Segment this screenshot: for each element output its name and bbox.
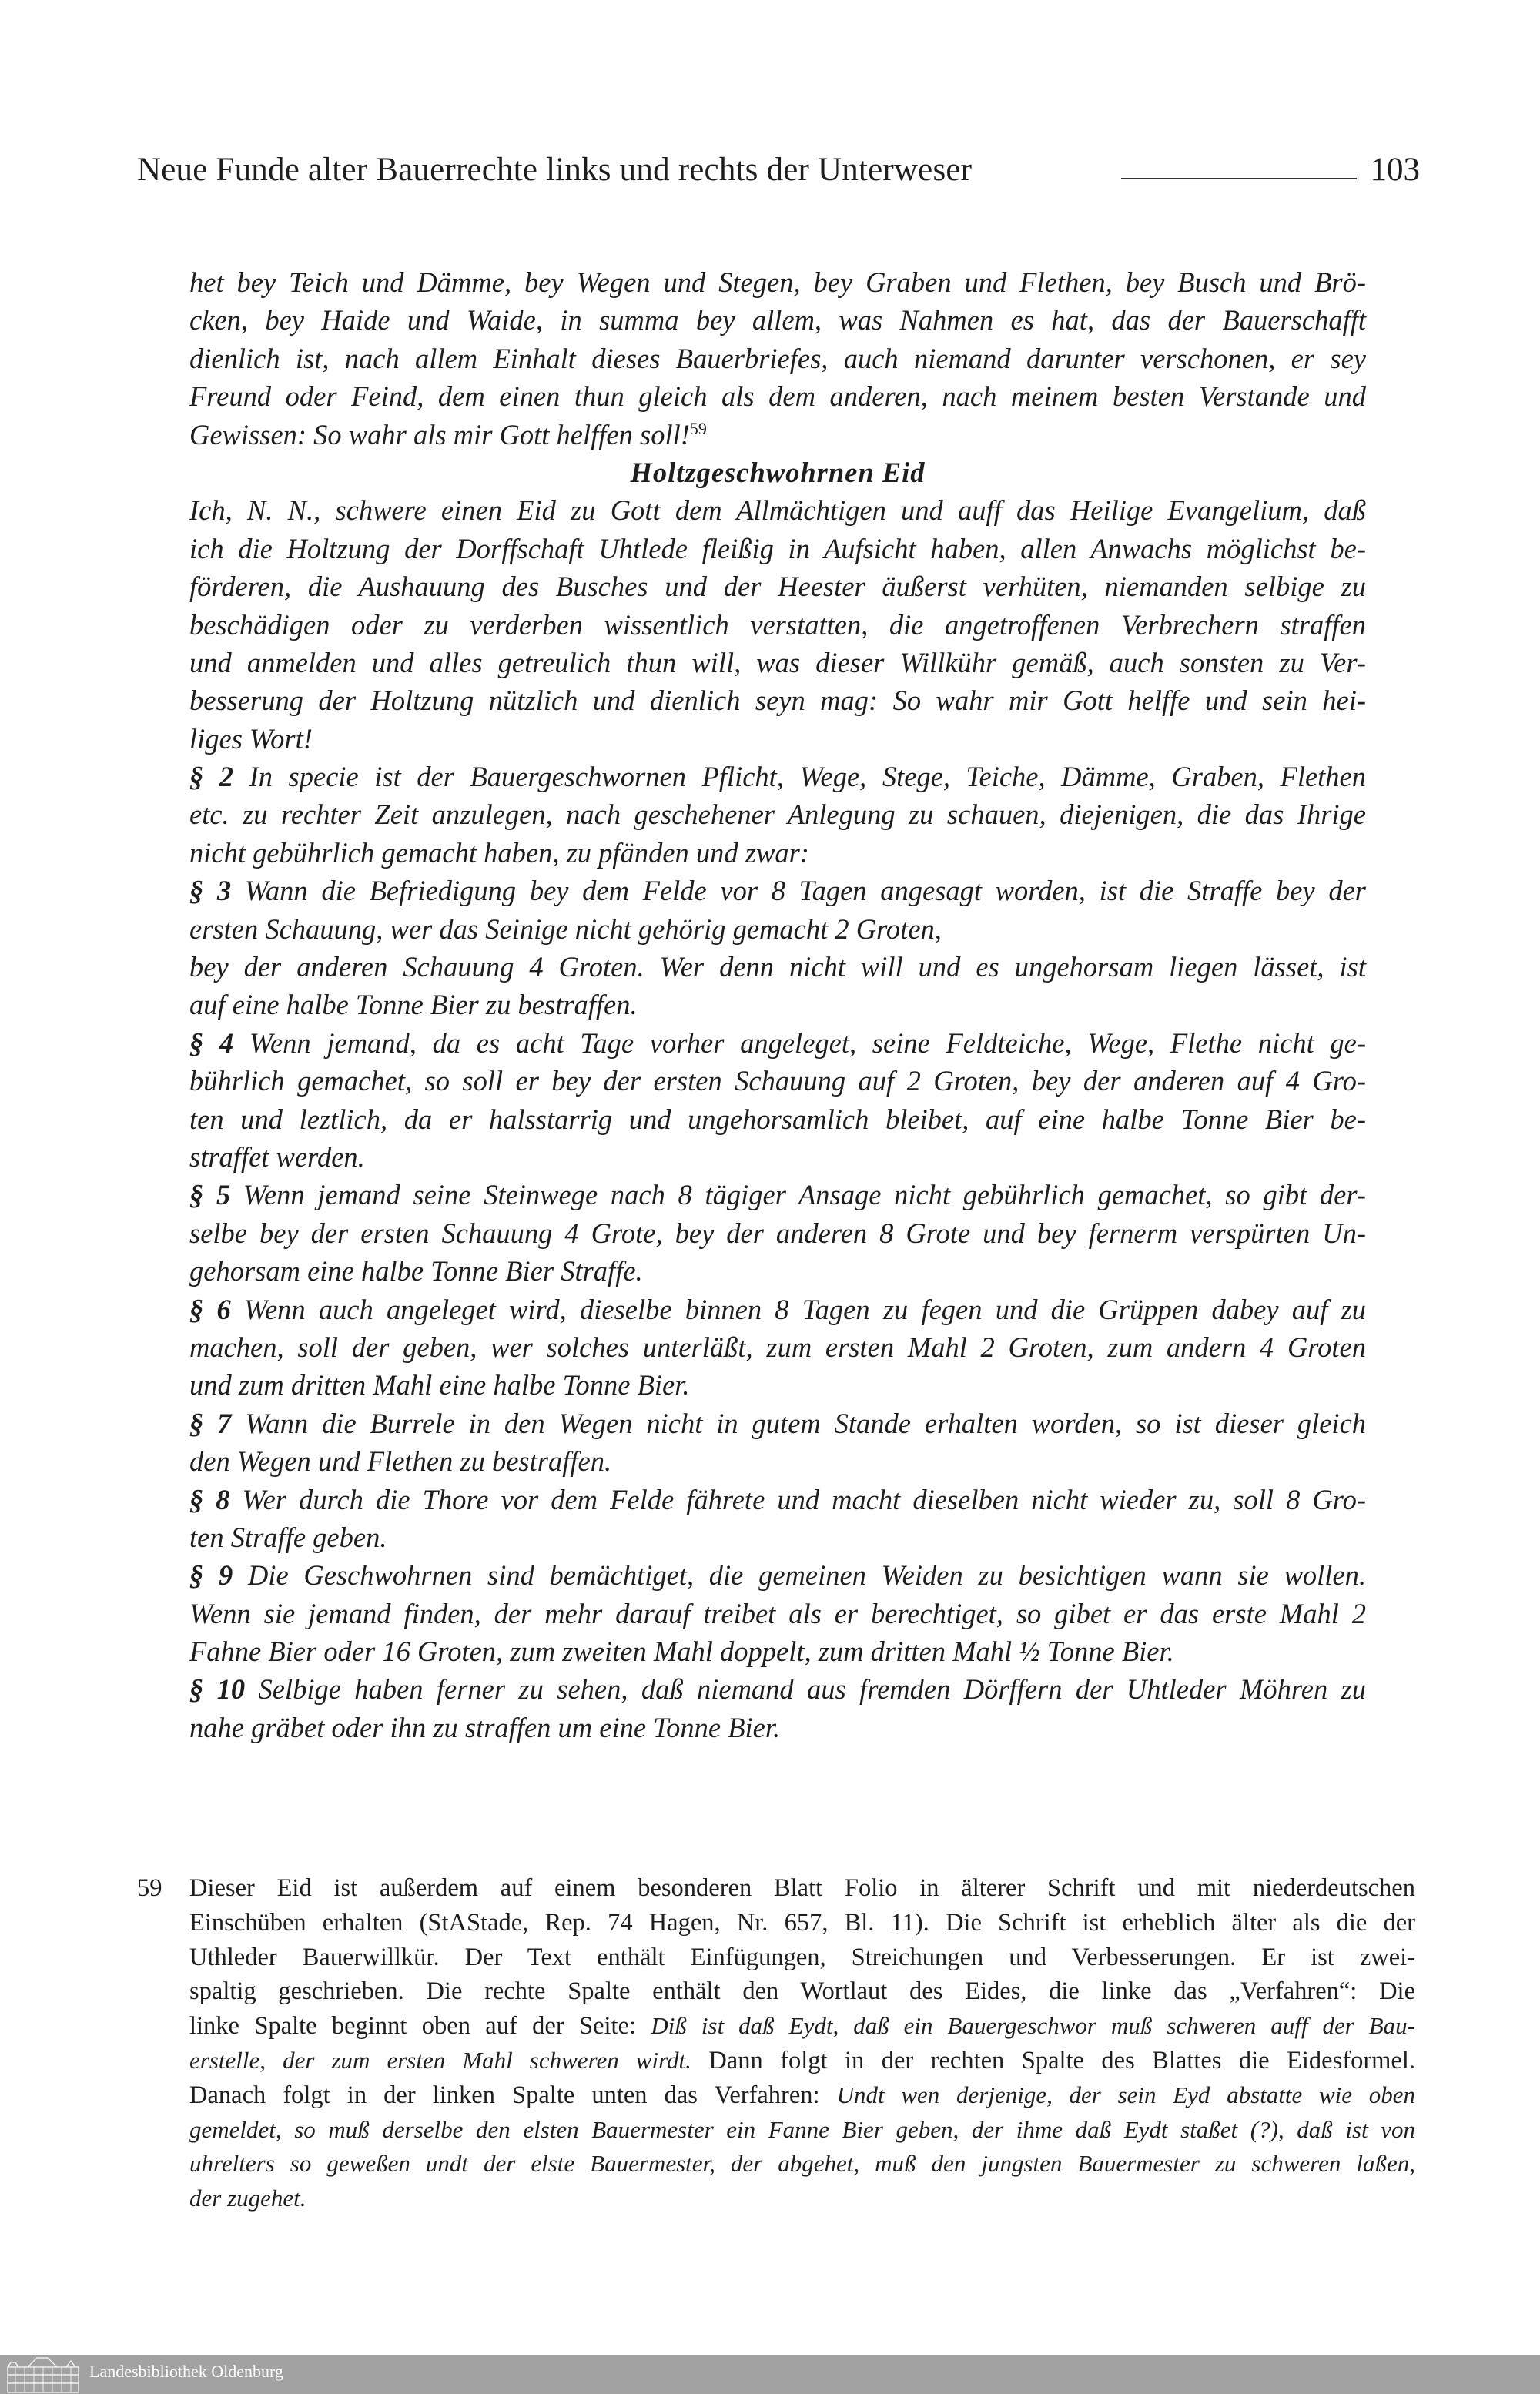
quoted-source-text: gemeldet, so muß derselbe den elsten Bauermester ein Fanne Bier geben, der ihme daß Eydt staßet (?), daß ist von xyxy=(189,2115,1415,2143)
footnote-line xyxy=(189,1974,1415,2009)
line-text: förderen, die Aushauung des Busches und der Heester äußerst verhüten, niemanden selbige zu xyxy=(189,571,1366,603)
library-footer-bar xyxy=(0,2355,1540,2394)
header-rule xyxy=(1121,178,1357,179)
line-text: selbe bey der ersten Schauung 4 Grote, bey der anderen 8 Grote und bey fernerm verspürten Un- xyxy=(189,1217,1366,1249)
text-line xyxy=(189,1176,1366,1214)
line-text: den Wegen und Flethen zu bestraffen. xyxy=(189,1445,612,1478)
footnote-line xyxy=(189,1871,1415,1906)
text-line xyxy=(189,720,1366,758)
text-line xyxy=(189,1632,1366,1670)
paragraph-number: § 3 xyxy=(189,875,232,907)
text-line xyxy=(189,948,1366,986)
line-text: bey der anderen Schauung 4 Groten. Wer denn nicht will und es ungehorsam liegen lässet, ist xyxy=(189,951,1366,983)
footnote-text-segment: spaltig geschrieben. Die rechte Spalte enthält den Wortlaut des Eides, die linke das „Verfahren“: Die xyxy=(189,1977,1415,2006)
line-text: Holtzgeschwohrnen Eid xyxy=(630,456,926,488)
text-line xyxy=(189,1328,1366,1366)
line-text: machen, soll der geben, wer solches unterläßt, zum ersten Mahl 2 Groten, zum andern 4 Groten xyxy=(189,1331,1366,1363)
line-text: auf eine halbe Tonne Bier zu bestraffen. xyxy=(189,989,638,1021)
text-line xyxy=(189,606,1366,644)
text-line xyxy=(189,872,1366,909)
footnote-text-segment: Einschüben erhalten (StAStade, Rep. 74 Hagen, Nr. 657, Bl. 11). Die Schrift ist erheblich älter als die der xyxy=(189,1908,1415,1937)
line-text: Wenn jemand seine Steinwege nach 8 tägiger Ansage nicht gebührlich gemachet, so gibt der- xyxy=(243,1179,1366,1211)
text-line xyxy=(189,301,1366,339)
text-line xyxy=(189,1062,1366,1100)
footnote-line xyxy=(189,2181,1415,2216)
line-text: besserung der Holtzung nützlich und dienlich seyn mag: So wahr mir Gott helffe und sein hei- xyxy=(189,685,1366,717)
footnote-text-segment: Dann folgt in der rechten Spalte des Blattes die Eidesformel. xyxy=(691,2046,1416,2074)
body-text xyxy=(189,263,1366,1746)
text-line xyxy=(189,681,1366,719)
line-text: ersten Schauung, wer das Seinige nicht gehörig gemacht 2 Groten, xyxy=(189,912,942,945)
paragraph-number: § 9 xyxy=(189,1559,233,1592)
line-text: und zum dritten Mahl eine halbe Tonne Bier. xyxy=(189,1369,690,1401)
text-line xyxy=(189,1556,1366,1594)
section-heading xyxy=(189,454,1366,491)
line-text: Selbige haben ferner zu sehen, daß niemand aus fremden Dörffern der Uhtleder Möhren zu xyxy=(258,1673,1367,1706)
text-line xyxy=(189,263,1366,301)
text-line xyxy=(189,1291,1366,1328)
footnote-line xyxy=(189,2078,1415,2113)
line-text: bührlich gemachet, so soll er bey der ersten Schauung auf 2 Groten, bey der anderen auf 4 Gro- xyxy=(189,1065,1366,1097)
footnote-line xyxy=(189,2009,1415,2044)
text-line xyxy=(189,416,1366,454)
line-text: Ich, N. N., schwere einen Eid zu Gott dem Allmächtigen und auff das Heilige Evangelium, daß xyxy=(189,494,1366,527)
footnote-line xyxy=(189,2147,1415,2181)
footnote-reference: 59 xyxy=(689,418,707,438)
footnote-text xyxy=(189,1871,1415,2216)
line-text: Gewissen: So wahr als mir Gott helffen soll! xyxy=(189,418,690,450)
paragraph-number: § 6 xyxy=(189,1293,231,1325)
text-line xyxy=(189,1100,1366,1138)
line-text: Wer durch die Thore vor dem Felde fährete und macht dieselben nicht wieder zu, soll 8 Gro- xyxy=(242,1483,1367,1515)
quoted-source-text: der zugehet. xyxy=(189,2185,306,2212)
text-line xyxy=(189,1138,1366,1176)
footnote-line xyxy=(189,2044,1415,2078)
text-line xyxy=(189,1405,1366,1442)
line-text: Fahne Bier oder 16 Groten, zum zweiten Mahl doppelt, zum dritten Mahl ½ Tonne Bier. xyxy=(189,1636,1174,1668)
line-text: dienlich ist, nach allem Einhalt dieses Bauerbriefes, auch niemand darunter verschonen, er sey xyxy=(189,342,1366,374)
line-text: het bey Teich und Dämme, bey Wegen und Stegen, bey Graben und Flethen, bey Busch und Brö- xyxy=(189,266,1366,298)
paragraph-number: § 2 xyxy=(189,761,234,793)
line-text: Wann die Burrele in den Wegen nicht in gutem Stande erhalten worden, so ist dieser gleich xyxy=(245,1407,1367,1439)
footnote-number: 59 xyxy=(137,1874,162,1902)
text-line xyxy=(189,377,1366,415)
text-line xyxy=(189,910,1366,948)
quoted-source-text: uhrelters so geweßen undt der elste Bauermester, der abgehet, muß den jungsten Bauermester zu schweren laßen, xyxy=(189,2150,1415,2178)
footnote-line xyxy=(189,1940,1415,1975)
text-line xyxy=(189,758,1366,795)
text-line xyxy=(189,1366,1366,1404)
text-line xyxy=(189,1709,1366,1746)
paragraph-number: § 7 xyxy=(189,1407,232,1439)
line-text: beschädigen oder zu verderben wissentlich verstatten, die angetroffenen Verbrechern straffen xyxy=(189,608,1366,641)
line-text: straffet werden. xyxy=(189,1140,365,1173)
line-text: und anmelden und alles getreulich thun will, was dieser Willkühr gemäß, auch sonsten zu Ver- xyxy=(189,646,1366,678)
line-text: nahe gräbet oder ihn zu straffen um eine Tonne Bier. xyxy=(189,1711,781,1743)
line-text: gehorsam eine halbe Tonne Bier Straffe. xyxy=(189,1255,643,1287)
running-title: Neue Funde alter Bauerrechte links und rechts der Unterweser xyxy=(137,152,973,188)
footnote-line xyxy=(189,2113,1415,2148)
text-line xyxy=(189,1518,1366,1556)
text-line xyxy=(189,795,1366,833)
line-text: Wenn auch angeleget wird, dieselbe binnen 8 Tagen zu fegen und die Grüppen dabey auf zu xyxy=(243,1293,1367,1325)
footnote-line xyxy=(189,1906,1415,1940)
text-line xyxy=(189,1442,1366,1480)
text-line xyxy=(189,644,1366,681)
footnote-text-segment: linke Spalte beginnt oben auf der Seite: xyxy=(189,2012,651,2041)
running-header xyxy=(137,151,1420,194)
library-name: Landesbibliothek Oldenburg xyxy=(89,2362,283,2381)
footnote-text-segment: Danach folgt in der linken Spalte unten das Verfahren: xyxy=(189,2081,837,2109)
line-text: cken, bey Haide und Waide, in summa bey allem, was Nahmen es hat, das der Bauerschafft xyxy=(189,304,1366,336)
paragraph-number: § 4 xyxy=(189,1026,234,1059)
text-line xyxy=(189,530,1366,568)
text-line xyxy=(189,1214,1366,1252)
page-number: 103 xyxy=(1370,152,1420,188)
quoted-source-text: Diß ist daß Eydt, daß ein Bauergeschwor muß schweren auff der Bau- xyxy=(651,2012,1416,2040)
line-text: Wenn sie jemand finden, der mehr darauf treibet als er berechtiget, so gibet er das erste Mahl 2 xyxy=(189,1597,1366,1629)
text-line xyxy=(189,1595,1366,1632)
line-text: Die Geschwohrnen sind bemächtiget, die gemeinen Weiden zu besichtigen wann sie wollen. xyxy=(247,1559,1367,1592)
paragraph-number: § 8 xyxy=(189,1483,230,1515)
text-line xyxy=(189,986,1366,1023)
paragraph-number: § 5 xyxy=(189,1179,231,1211)
text-line xyxy=(189,1670,1366,1708)
line-text: ich die Holtzung der Dorffschaft Uhtlede fleißig in Aufsicht haben, allen Anwachs möglichst be- xyxy=(189,532,1366,564)
line-text: ten und leztlich, da er halsstarrig und ungehorsamlich bleibet, auf eine halbe Tonne Bier be- xyxy=(189,1103,1366,1135)
line-text: nicht gebührlich gemacht haben, zu pfänden und zwar: xyxy=(189,836,809,869)
text-line xyxy=(189,491,1366,529)
line-text: Wann die Befriedigung bey dem Felde vor 8 Tagen angesagt worden, ist die Straffe bey der xyxy=(244,875,1366,907)
footnote-text-segment: Dieser Eid ist außerdem auf einem besonderen Blatt Folio in älterer Schrift und mit niederdeutschen xyxy=(189,1874,1415,1902)
line-text: Wenn jemand, da es acht Tage vorher angeleget, seine Feldteiche, Wege, Flethe nicht ge- xyxy=(249,1026,1367,1059)
text-line xyxy=(189,834,1366,872)
footnote-text-segment: Uthleder Bauerwillkür. Der Text enthält Einfügungen, Streichungen und Verbesserungen. Er ist zwei- xyxy=(189,1943,1415,1971)
text-line xyxy=(189,340,1366,377)
paragraph-number: § 10 xyxy=(189,1673,246,1706)
line-text: Freund oder Feind, dem einen thun gleich als dem anderen, nach meinem besten Verstande und xyxy=(189,380,1366,413)
quoted-source-text: Undt wen derjenige, der sein Eyd abstatte wie oben xyxy=(836,2081,1415,2108)
library-building-logo-icon xyxy=(5,2356,82,2393)
text-line xyxy=(189,1024,1366,1062)
line-text: In specie ist der Bauergeschwornen Pflicht, Wege, Stege, Teiche, Dämme, Graben, Flethen xyxy=(249,761,1367,793)
text-line xyxy=(189,1252,1366,1290)
text-line xyxy=(189,1481,1366,1518)
quoted-source-text: erstelle, der zum ersten Mahl schweren wirdt. xyxy=(189,2046,691,2074)
line-text: ten Straffe geben. xyxy=(189,1521,387,1553)
line-text: liges Wort! xyxy=(189,722,313,755)
text-line xyxy=(189,568,1366,605)
line-text: etc. zu rechter Zeit anzulegen, nach geschehener Anlegung zu schauen, diejenigen, die das Ihrige xyxy=(189,799,1366,831)
